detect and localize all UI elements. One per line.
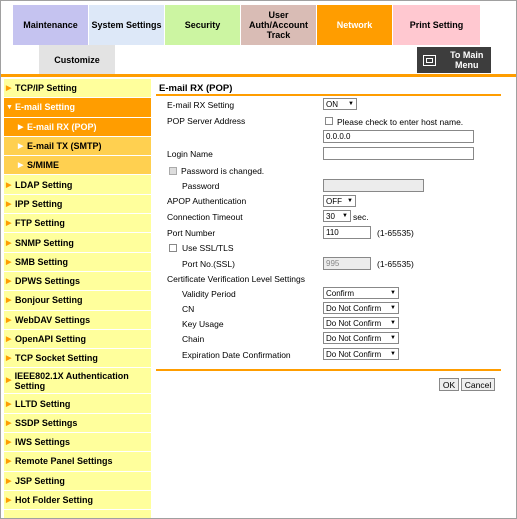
host-name-checkbox[interactable] [325,117,333,125]
sidebar-item-remote-panel[interactable]: ▶ Remote Panel Settings [4,452,151,471]
password-label: Password [182,181,220,191]
sidebar-item-snmp[interactable]: ▶ SNMP Setting [4,233,151,252]
sidebar-item-ftp[interactable]: ▶ FTP Setting [4,214,151,233]
arrow-right-icon: ▶ [6,239,12,247]
apop-select[interactable]: OFF ▼ [323,195,356,207]
chevron-down-icon: ▼ [348,101,354,107]
cn-label: CN [182,304,195,314]
sidebar-item-tcpip[interactable]: ▶ TCP/IP Setting [4,79,151,98]
sidebar-item-tcp-socket[interactable]: ▶ TCP Socket Setting [4,349,151,368]
sidebar-item-email-tx[interactable]: ▶ E-mail TX (SMTP) [4,137,151,156]
title-underline [156,94,501,96]
timeout-label: Connection Timeout [167,212,243,222]
rx-setting-select[interactable]: ON ▼ [323,98,357,110]
rx-setting-label: E-mail RX Setting [167,100,235,110]
page-title: E-mail RX (POP) [159,83,233,94]
port-range: (1-65535) [377,228,414,238]
sidebar-item-hot-folder[interactable]: ▶ Hot Folder Setting [4,491,151,510]
login-name-label: Login Name [167,149,213,159]
menu-icon [423,55,436,66]
password-input[interactable] [323,179,424,192]
arrow-right-icon: ▶ [6,316,12,324]
arrow-right-icon: ▶ [18,162,24,170]
tab-user-auth[interactable]: User Auth/Account Track [241,5,317,45]
tab-system-settings[interactable]: System Settings [89,5,165,45]
cert-verification-label: Certificate Verification Level Settings [167,274,305,284]
sidebar-item-jsp[interactable]: ▶ JSP Setting [4,472,151,491]
chevron-down-icon: ▼ [390,351,396,357]
chevron-down-icon: ▼ [390,305,396,311]
key-usage-label: Key Usage [182,319,224,329]
ssl-tls-label: Use SSL/TLS [182,243,234,253]
chevron-down-icon: ▼ [390,335,396,341]
apop-label: APOP Authentication [167,196,247,206]
arrow-right-icon: ▶ [6,200,12,208]
arrow-right-icon: ▶ [18,143,24,151]
sidebar-item-lltd[interactable]: ▶ LLTD Setting [4,394,151,413]
arrow-right-icon: ▶ [6,85,12,93]
arrow-right-icon: ▶ [6,355,12,363]
validity-period-label: Validity Period [182,289,236,299]
to-main-menu-button[interactable] [417,47,491,73]
arrow-right-icon: ▶ [6,458,12,466]
arrow-right-icon: ▶ [18,123,24,131]
ssl-port-label: Port No.(SSL) [182,259,235,269]
sidebar-item-smb[interactable]: ▶ SMB Setting [4,253,151,272]
tab-security[interactable]: Security [165,5,241,45]
expiration-select[interactable]: Do Not Confirm ▼ [323,348,399,360]
sidebar-item-ieee8021x[interactable]: ▶ IEEE802.1X Authentication Setting [4,368,151,394]
tab-customize[interactable]: Customize [39,45,115,74]
sidebar-item-bonjour[interactable]: ▶ Bonjour Setting [4,291,151,310]
arrow-right-icon: ▶ [6,258,12,266]
arrow-down-icon: ▼ [6,103,13,111]
validity-period-select[interactable]: Confirm ▼ [323,287,399,299]
host-name-check-label: Please check to enter host name. [337,117,464,127]
arrow-right-icon: ▶ [6,419,12,427]
arrow-right-icon: ▶ [6,497,12,505]
tab-print-setting[interactable]: Print Setting [393,5,481,45]
sidebar-item-email[interactable]: ▼ E-mail Setting [4,98,151,117]
chain-select[interactable]: Do Not Confirm ▼ [323,332,399,344]
sidebar-item-dpws[interactable]: ▶ DPWS Settings [4,272,151,291]
header-divider [1,74,517,77]
expiration-label: Expiration Date Confirmation [182,350,291,360]
chevron-down-icon: ▼ [390,320,396,326]
ssl-tls-checkbox[interactable] [169,244,177,252]
arrow-right-icon: ▶ [6,297,12,305]
chain-label: Chain [182,334,205,344]
arrow-right-icon: ▶ [6,181,12,189]
password-changed-label: Password is changed. [181,166,265,176]
cancel-button[interactable]: Cancel [461,378,495,391]
arrow-right-icon: ▶ [6,278,12,286]
arrow-right-icon: ▶ [6,477,12,485]
key-usage-select[interactable]: Do Not Confirm ▼ [323,317,399,329]
sidebar-item-iws[interactable]: ▶ IWS Settings [4,433,151,452]
sidebar-item-ldap[interactable]: ▶ LDAP Setting [4,175,151,194]
chevron-down-icon: ▼ [390,290,396,296]
ssl-port-range: (1-65535) [377,259,414,269]
top-tabs [13,5,493,45]
cn-select[interactable]: Do Not Confirm ▼ [323,302,399,314]
timeout-select[interactable]: 30 ▼ [323,210,351,222]
ssl-port-input[interactable]: 995 [323,257,371,270]
tab-maintenance[interactable]: Maintenance [13,5,89,45]
pop-server-input[interactable]: 0.0.0.0 [323,130,474,143]
arrow-right-icon: ▶ [6,439,12,447]
sidebar-item-ssdp[interactable]: ▶ SSDP Settings [4,414,151,433]
chevron-down-icon: ▼ [347,198,353,204]
sidebar [4,79,151,519]
form-bottom-divider [156,369,501,371]
sidebar-item-openapi[interactable]: ▶ OpenAPI Setting [4,330,151,349]
ok-button[interactable]: OK [439,378,459,391]
password-changed-checkbox[interactable] [169,167,177,175]
arrow-right-icon: ▶ [6,376,12,384]
timeout-unit: sec. [353,212,369,222]
sidebar-item-smime[interactable]: ▶ S/MIME [4,156,151,175]
arrow-right-icon: ▶ [6,400,12,408]
to-main-menu-label: To Main Menu [450,50,484,70]
sidebar-item-webdav[interactable]: ▶ WebDAV Settings [4,311,151,330]
port-number-input[interactable]: 110 [323,226,371,239]
port-number-label: Port Number [167,228,216,238]
sidebar-item-email-rx[interactable]: ▶ E-mail RX (POP) [4,118,151,137]
arrow-right-icon: ▶ [6,336,12,343]
chevron-down-icon: ▼ [342,213,348,219]
sidebar-item-ipp[interactable]: ▶ IPP Setting [4,195,151,214]
login-name-input[interactable] [323,147,474,160]
arrow-right-icon: ▶ [6,220,12,228]
tab-network[interactable]: Network [317,5,393,45]
pop-server-label: POP Server Address [167,116,246,126]
